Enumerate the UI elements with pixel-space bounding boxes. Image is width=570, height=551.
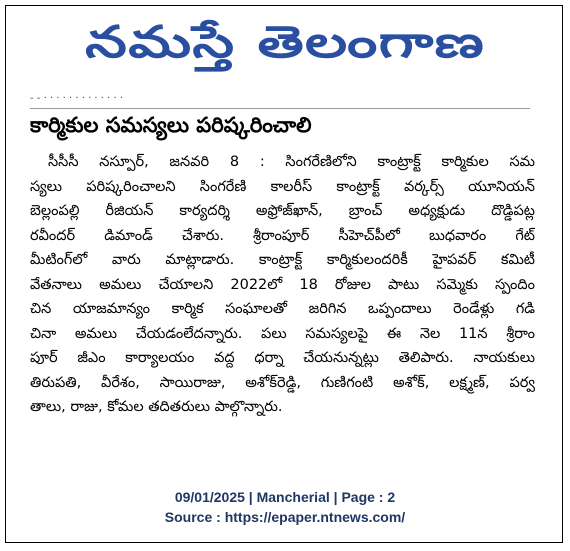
clipping-meta: 09/01/2025 | Mancherial | Page : 2 <box>174 489 396 505</box>
clipping-footer <box>0 487 570 527</box>
article-line: వేతనాలు అమలు చేయాలని 2022లో 18 రోజుల పాటు సమ్మెకు స్పందిం <box>30 276 535 293</box>
article-line: బెల్లంపల్లి రీజియన్ కార్యదర్శి అఫ్రోజ్‌ఖాన్, బ్రాంచ్ అధ్యక్షుడు దొడ్డిపట్ల <box>30 203 535 219</box>
article-line: సీసీసీ నస్పూర్, జనవరి 8 : సింగరేణిలోని కాంట్రాక్ట్ కార్మికుల సమ <box>48 154 535 170</box>
article-line: పూర్ జీఎం కార్యాలయం వద్ద ధర్నా చేయనున్నట్లు తెలిపారు. నాయకులు <box>30 350 535 366</box>
article-line: తిరుపతి, వీరేశం, సాయిరాజు, అశోక్‌రెడ్డి, గుణిగంటి అశోక్, లక్ష్మణ్, పర్వ <box>30 374 535 391</box>
cropped-previous-line: - - · · · · · · · · · · · · · <box>30 93 124 103</box>
article-body <box>30 150 535 420</box>
article-line: రవీందర్ డిమాండ్ చేశారు. శ్రీరాంపూర్ సీహెచ్‌పీలో బుధవారం గేట్ <box>30 227 535 244</box>
section-divider <box>30 108 530 109</box>
article-line: చినా అమలు చేయడంలేదన్నారు. పలు సమస్యలపై ఈ నెల 11న శ్రీరాం <box>30 325 535 342</box>
article-line: చిన యాజమాన్యం కార్మిక సంఘాలతో జరిగిన ఒప్పందాలు రెండేళ్లు గడి <box>30 301 535 317</box>
article-line: స్యలు పరిష్కరించాలని సింగరేణి కాలరీస్ కాంట్రాక్ట్ వర్కర్స్ యూనియన్ <box>30 178 535 195</box>
newspaper-logo: నమస్తే తెలంగాణ <box>85 17 485 68</box>
article-headline: కార్మికుల సమస్యలు పరిష్కరించాలి <box>30 113 312 137</box>
clipping-source[interactable]: Source : https://epaper.ntnews.com/ <box>164 509 406 525</box>
article-line: మీటింగ్‌లో వారు మాట్లాడారు. కాంట్రాక్ట్ కార్మికులందరికీ హైపవర్ కమిటీ <box>30 252 535 268</box>
article-line: తాలు, రాజు, కోమల తదితరులు పాల్గొన్నారు. <box>30 399 283 415</box>
newspaper-masthead <box>0 8 570 78</box>
